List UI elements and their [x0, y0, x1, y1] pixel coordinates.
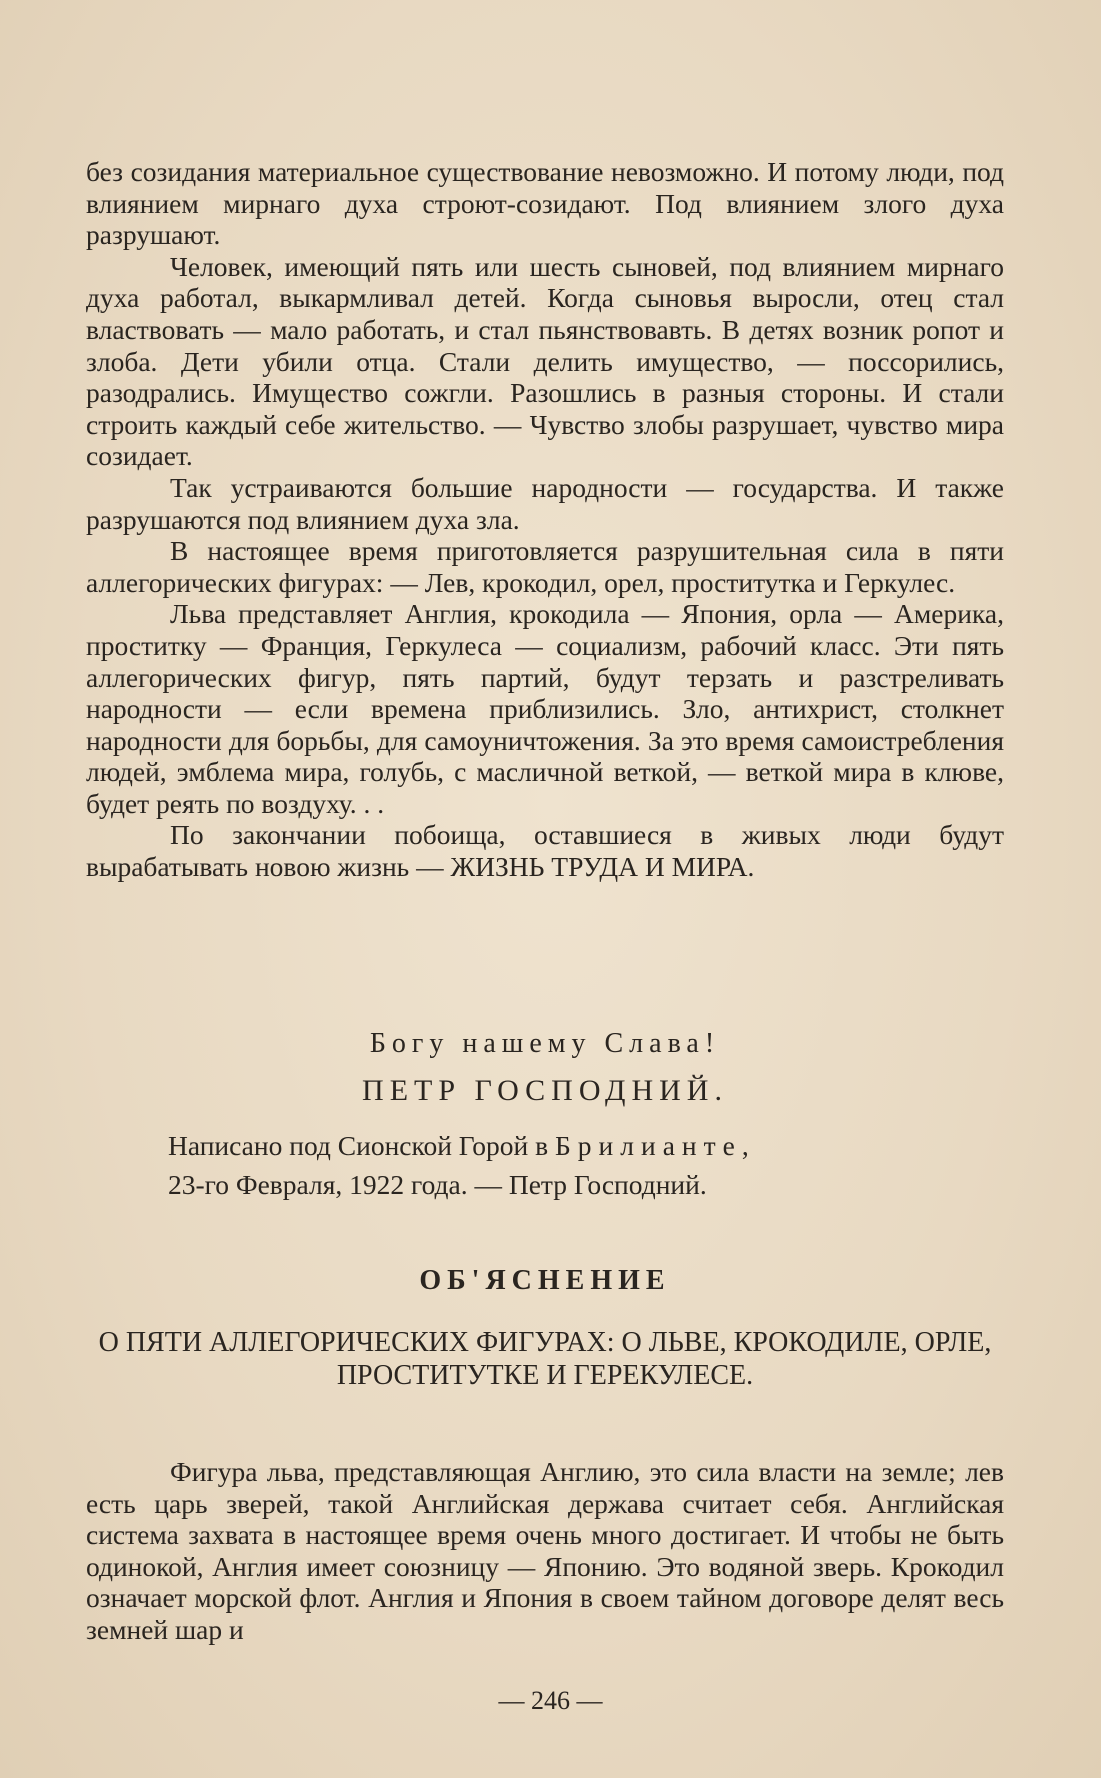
paragraph-1: без созидания материальное существование невозможно. И потому люди, под влиянием мирнаго духа строют-созидают. Под влиянием злого духа разрушают.: [86, 156, 1004, 251]
paragraph-2: Человек, имеющий пять или шесть сыновей, под влиянием мирнаго духа работал, выкармливал детей. Когда сыновья выросли, отец стал властвовать — мало работать, и стал пьянствовавть. В детях возник ропот и злоба. Дети убили отца. Стали делить имущество, — поссорились, разодрались. Имущество сожгли. Разошлись в разныя стороны. И стали строить каждый себе жительство. — Чувство злобы разрушает, чувство мира созидает.: [86, 250, 1004, 472]
paragraph-4: В настоящее время приготовляется разрушительная сила в пяти аллегорических фигурах: — Лев, крокодил, орел, проститутка и Геркулес.: [86, 535, 1004, 598]
main-text-top: [86, 156, 1004, 883]
written-town: Брилианте,: [555, 1130, 756, 1161]
written-place: Написано под Сионской Горой в: [168, 1130, 555, 1161]
written-line-2: 23-го Февраля, 1922 года. — Петр Господний.: [168, 1169, 707, 1200]
written-line-1: [168, 1126, 968, 1165]
paragraph-7: Фигура льва, представляющая Англию, это сила власти на земле; лев есть царь зверей, такой Английская держава считает себя. Английская система захвата в настоящее время очень много достигает. И чтобы не быть одинокой, Англия имеет союзницу — Японию. Это водяной зверь. Крокодил означает морской флот. Англия и Япония в своем тайном договоре делят весь земней шар и: [86, 1456, 1004, 1645]
section-heading: ОБ'ЯСНЕНИЕ: [419, 1265, 671, 1296]
paragraph-3: Так устраиваются большие народности — государства. И также разрушаются под влиянием духа зла.: [86, 471, 1004, 535]
author-name: ПЕТР ГОСПОДНИЙ.: [362, 1074, 728, 1107]
section-subheading: О ПЯТИ АЛЛЕГОРИЧЕСКИХ ФИГУРАХ: О ЛЬВЕ, КРОКОДИЛЕ, ОРЛЕ, ПРОСТИТУТКЕ И ГЕРЕКУЛЕСЕ.: [98, 1327, 992, 1391]
page-number: — 246 —: [498, 1686, 603, 1715]
paragraph-6: По закончании побоища, оставшиеся в живых люди будут вырабатывать новою жизнь — ЖИЗНЬ ТРУДА И МИРА.: [86, 819, 1004, 883]
paragraph-5: Льва представляет Англия, крокодила — Япония, орла — Америка, проститку — Франция, Геркулеса — социализм, рабочий класс. Эти пять аллегорических фигур, пять партий, будут терзать и разстреливать народности — если времена приблизились. Зло, антихрист, столкнет народности для борьбы, для самоуничтожения. За это время самоистребления людей, эмблема мира, голубь, с масличной веткой, — веткой мира в клюве, будет реять по воздуху. . .: [86, 598, 1004, 819]
main-text-bottom: [86, 1456, 1004, 1646]
glory-line: Богу нашему Слава!: [369, 1028, 721, 1059]
written-note: [168, 1126, 968, 1204]
